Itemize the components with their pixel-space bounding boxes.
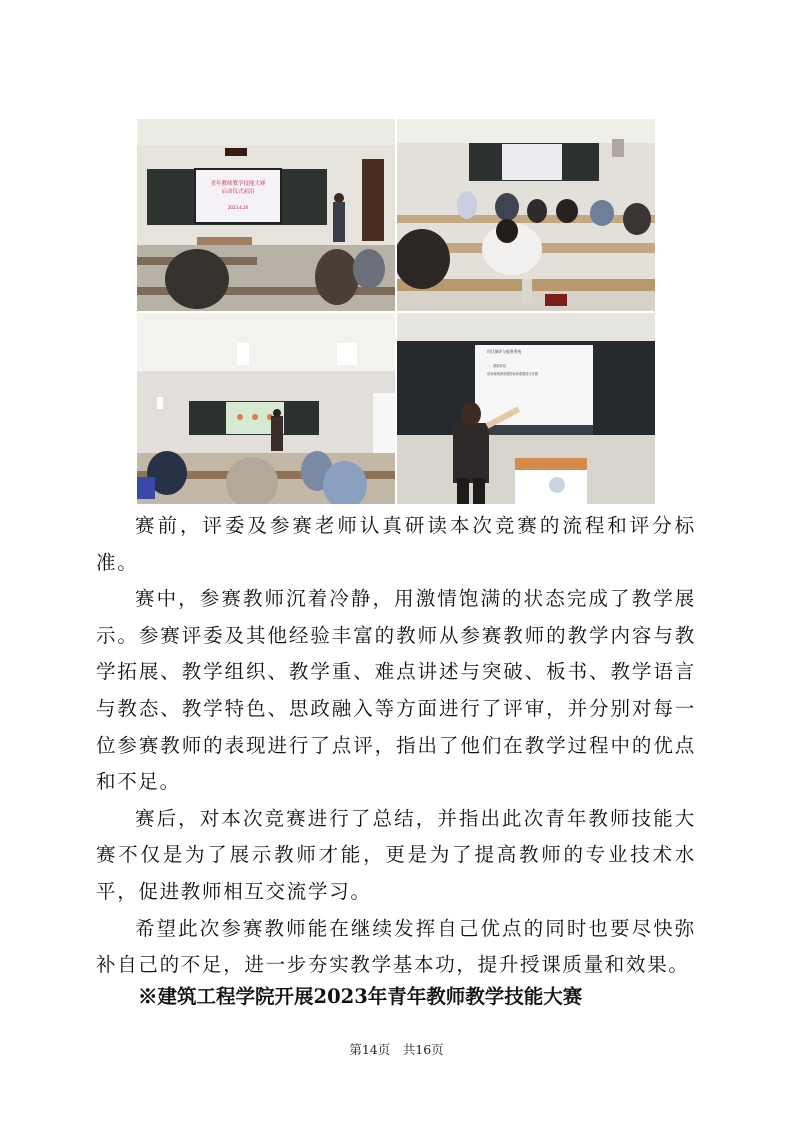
page-number: 第14页 共16页: [349, 1042, 444, 1057]
photo-collage: [137, 119, 655, 504]
projector-date: 2023.4.26: [227, 205, 249, 210]
screen-slide-line3: 应用案例者所需指标体系建设与开展: [487, 372, 538, 376]
paragraph-before-contest: 赛前，评委及参赛老师认真研读本次竞赛的流程和评分标准。: [96, 514, 696, 574]
paragraph-hope: 希望此次参赛教师能在继续发挥自己优点的同时也要尽快弥补自己的不足，进一步夯实教学基本功，提升授课质量和效果。: [96, 916, 696, 977]
projector-subtitle: 启动仪式前沿: [221, 189, 255, 195]
article-body: [96, 508, 696, 984]
projector-title: 青年教师教学技能大赛: [210, 181, 266, 187]
photo-judges-panel: [397, 119, 655, 311]
paragraph-after-contest: 赛后，对本次竞赛进行了总结，并指出此次青年教师技能大赛不仅是为了展示教师才能，更是为了提高教师的专业技术水平，促进教师相互交流学习。: [96, 806, 696, 903]
photo-opening-ceremony: [137, 119, 395, 311]
paragraph-during-contest: 赛中，参赛教师沉着冷静，用激情饱满的状态完成了教学展示。参赛评委及其他经验丰富的教师从参赛教师的教学内容与教学拓展、教学组织、教学重、难点讲述与突破、板书、教学语言与教态、教学特色、思政融入等方面进行了评审，并分别对每一位参赛教师的表现进行了点评，指出了他们在教学过程中的优点和不足。: [96, 587, 696, 794]
photo-teaching-demo: [137, 313, 395, 504]
section-heading: ※建筑工程学院开展2023年青年教师教学技能大赛: [138, 985, 583, 1008]
screen-slide-title: 项目测评与服务系统: [487, 349, 522, 354]
screen-slide-line2: 一、测试评估: [487, 364, 507, 368]
photo-teacher-lecture: [397, 313, 655, 504]
